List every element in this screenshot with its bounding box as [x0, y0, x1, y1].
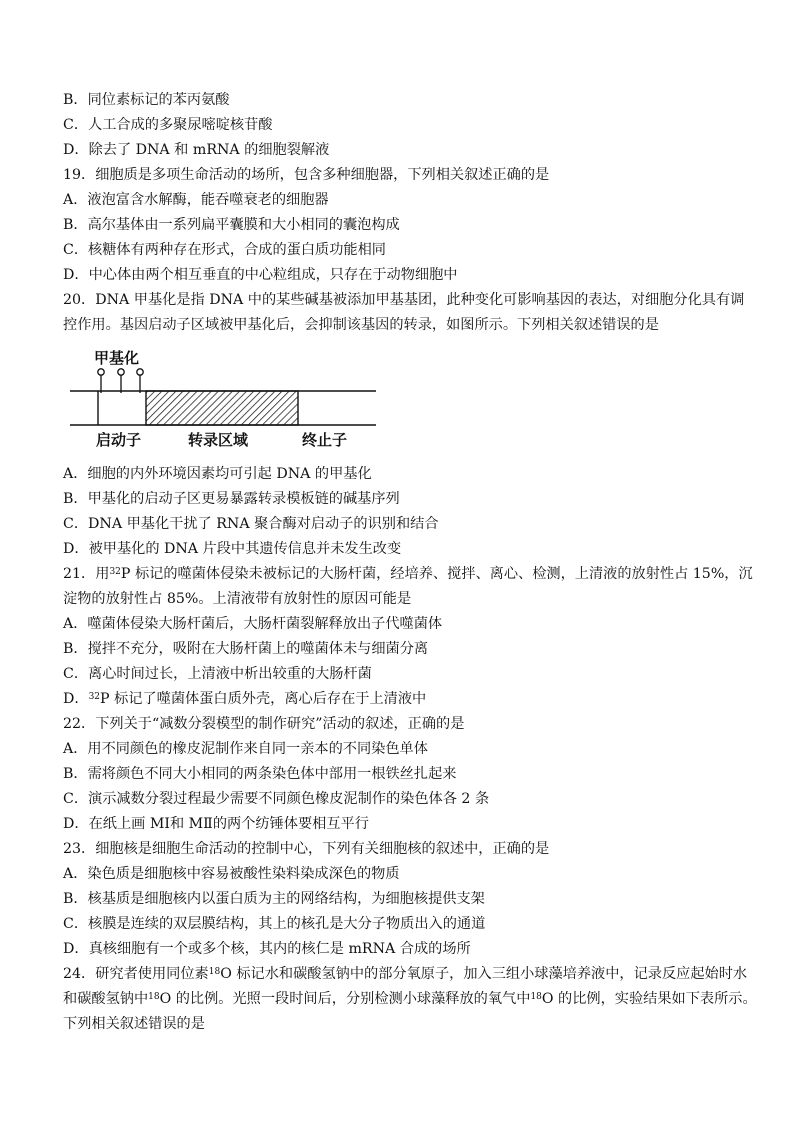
- q24-stem-line2: 和碳酸氢钠中$^{18}$O 的比例。光照一段时间后，分别检测小球藻释放的氧气中$^{18}$O 的比例，实验结果如下表所示。: [63, 991, 757, 1007]
- q22-stem: 22．下列关于“减数分裂模型的制作研究”活动的叙述，正确的是: [63, 716, 465, 732]
- dna-methylation-figure: [66, 345, 386, 451]
- q22-option-d: D．在纸上画 MⅠ和 MⅡ的两个纺锤体要相互平行: [63, 816, 369, 832]
- promoter-label: 启动子: [96, 431, 142, 449]
- q21-stem-line2: 淀物的放射性占 85%。上清液带有放射性的原因可能是: [63, 591, 412, 607]
- q23-option-b: B．核基质是细胞核内以蛋白质为主的网络结构，为细胞核提供支架: [63, 891, 485, 907]
- q19-stem: 19．细胞质是多项生命活动的场所，包含多种细胞器，下列相关叙述正确的是: [63, 167, 550, 183]
- q20-option-d: D．被甲基化的 DNA 片段中其遗传信息并未发生改变: [63, 541, 402, 557]
- q19-option-c: C．核糖体有两种存在形式，合成的蛋白质功能相同: [63, 242, 386, 258]
- q20-option-b: B．甲基化的启动子区更易暴露转录模板链的碱基序列: [63, 491, 400, 507]
- q18-option-b: B．同位素标记的苯丙氨酸: [63, 92, 230, 108]
- q19-option-a: A．液泡富含水解酶，能吞噬衰老的细胞器: [63, 192, 329, 208]
- q20-stem-line2: 控作用。基因启动子区域被甲基化后，会抑制该基因的转录，如图所示。下列相关叙述错误的是: [63, 317, 659, 333]
- q22-option-b: B．需将颜色不同大小相同的两条染色体中部用一根铁丝扎起来: [63, 766, 457, 782]
- q20-option-a: A．细胞的内外环境因素均可引起 DNA 的甲基化: [63, 466, 372, 482]
- q20-option-c: C．DNA 甲基化干扰了 RNA 聚合酶对启动子的识别和结合: [63, 516, 439, 532]
- transcription-region-label: 转录区域: [188, 431, 249, 449]
- q23-stem: 23．细胞核是细胞生命活动的控制中心，下列有关细胞核的叙述中，正确的是: [63, 841, 550, 857]
- q19-option-b: B．高尔基体由一系列扁平囊膜和大小相同的囊泡构成: [63, 217, 400, 233]
- q22-option-c: C．演示减数分裂过程最少需要不同颜色橡皮泥制作的染色体各 2 条: [63, 791, 490, 807]
- q19-option-d: D．中心体由两个相互垂直的中心粒组成，只存在于动物细胞中: [63, 267, 458, 283]
- q20-stem-line1: 20．DNA 甲基化是指 DNA 中的某些碱基被添加甲基基团，此种变化可影响基因的表达，对细胞分化具有调: [63, 292, 745, 308]
- q21-option-b: B．搅拌不充分，吸附在大肠杆菌上的噬菌体未与细菌分离: [63, 641, 429, 657]
- q18-option-d: D．除去了 DNA 和 mRNA 的细胞裂解液: [63, 142, 330, 158]
- q24-stem-line1: 24．研究者使用同位素$^{18}$O 标记水和碳酸氢钠中的部分氧原子，加入三组小球藻培养液中，记录反应起始时水: [63, 966, 748, 982]
- q23-option-a: A．染色质是细胞核中容易被酸性染料染成深色的物质: [63, 866, 400, 882]
- q18-option-c: C．人工合成的多聚尿嘧啶核苷酸: [63, 117, 273, 133]
- q22-option-a: A．用不同颜色的橡皮泥制作来自同一亲本的不同染色单体: [63, 741, 428, 757]
- q21-option-a: A．噬菌体侵染大肠杆菌后，大肠杆菌裂解释放出子代噬菌体: [63, 616, 443, 632]
- q21-option-c: C．离心时间过长，上清液中析出较重的大肠杆菌: [63, 666, 372, 682]
- methyl-groups: [98, 369, 143, 393]
- terminator-label: 终止子: [302, 431, 348, 449]
- q24-stem-line3: 下列相关叙述错误的是: [63, 1016, 205, 1032]
- q23-option-d: D．真核细胞有一个或多个核，其内的核仁是 mRNA 合成的场所: [63, 941, 471, 957]
- q21-stem-line1: 21．用$^{32}$P 标记的噬菌体侵染未被标记的大肠杆菌，经培养、搅拌、离心、检测，上清液的放射性占 15%，沉: [63, 566, 753, 582]
- methylation-label: 甲基化: [94, 349, 140, 367]
- q21-option-d: D．$^{32}$P 标记了噬菌体蛋白质外壳，离心后存在于上清液中: [63, 691, 427, 707]
- transcription-region: [146, 391, 298, 425]
- q23-option-c: C．核膜是连续的双层膜结构，其上的核孔是大分子物质出入的通道: [63, 916, 486, 932]
